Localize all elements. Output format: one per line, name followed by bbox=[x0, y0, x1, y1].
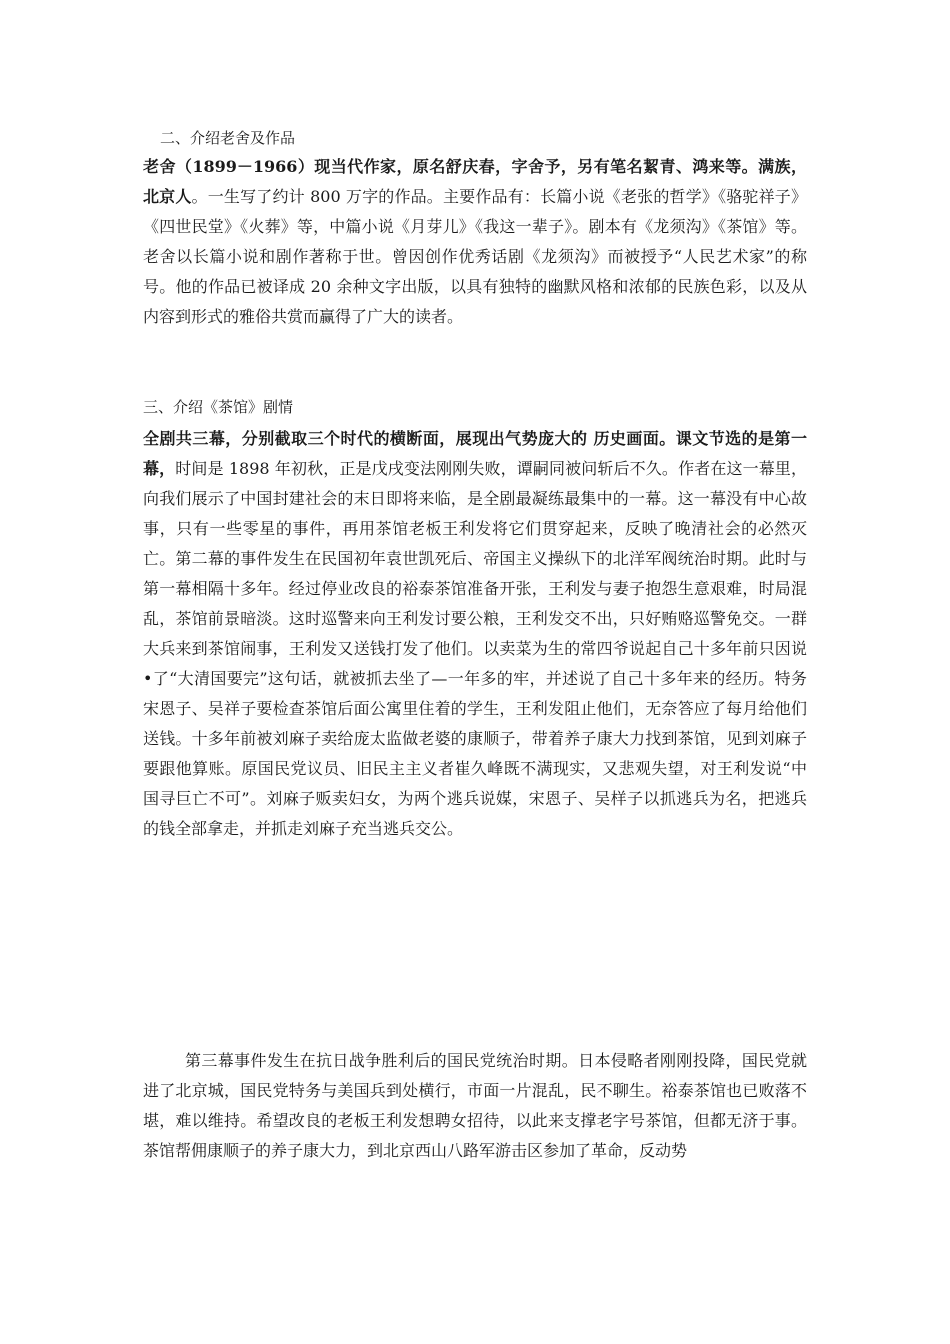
author-body: 。一生写了约计 800 万字的作品。主要作品有：长篇小说《老张的哲学》《骆驼祥子》《四世民堂》《火葬》等，中篇小说《月芽儿》《我这一辈子》。剧本有《龙须沟》《茶馆》等。老舍以长篇小说和剧作著称于世。曾因创作优秀话剧《龙须沟》而被授予“人民艺术家”的称号。他的作品已被译成 20 余种文字出版，以具有独特的幽默风格和浓郁的民族色彩，以及从内容到形式的雅俗共赏而赢得了广大的读者。 bbox=[143, 187, 807, 326]
plot-lead-bold: 全剧共三幕，分别截取三个时代的横断面，展现出气势庞大的 历史画面。课文节选的是第一幕， bbox=[143, 429, 807, 478]
act3-paragraph: 第三幕事件发生在抗日战争胜利后的国民党统治时期。日本侵略者刚刚投降，国民党就进了北京城，国民党特务与美国兵到处横行，市面一片混乱，民不聊生。裕泰茶馆也已败落不堪，难以维持。希望改良的老板王利发想聘女招待，以此来支撑老字号茶馆，但都无济于事。茶馆帮佣康顺子的养子康大力，到北京西山八路军游击区参加了革命，反动势 bbox=[143, 1051, 807, 1160]
plot-paragraph bbox=[143, 424, 807, 844]
plot-body: 时间是 1898 年初秋，正是戊戌变法刚刚失败，谭嗣同被问斩后不久。作者在这一幕里，向我们展示了中国封建社会的末日即将来临，是全剧最凝练最集中的一幕。这一幕没有中心故事，只有一些零星的事件，再用茶馆老板王利发将它们贯穿起来，反映了晚清社会的必然灭亡。第二幕的事件发生在民国初年袁世凯死后、帝国主义操纵下的北洋军阀统治时期。此时与第一幕相隔十多年。经过停业改良的裕泰茶馆准备开张，王利发与妻子抱怨生意艰难，时局混乱，茶馆前景暗淡。这时巡警来向王利发讨要公粮，王利发交不出，只好贿赂巡警免交。一群大兵来到茶馆闹事，王利发又送钱打发了他们。以卖菜为生的常四爷说起自己十多年前只因说•了“大清国要完”这句话，就被抓去坐了—一年多的牢，并述说了自己十多年来的经历。特务宋恩子、吴祥子要检查茶馆后面公寓里住着的学生，王利发阻止他们，无奈答应了每月给他们送钱。十多年前被刘麻子卖给庞太监做老婆的康顺子，带着养子康大力找到茶馆，见到刘麻子要跟他算账。原国民党议员、旧民主主义者崔久峰既不满现实，又悲观失望，对王利发说“中国寻巨亡不可”。刘麻子贩卖妇女，为两个逃兵说媒，宋恩子、吴样子以抓逃兵为名，把逃兵的钱全部拿走，并抓走刘麻子充当逃兵交公。 bbox=[143, 459, 807, 838]
author-lead-bold: 老舍（1899－1966）现当代作家，原名舒庆春，字舍予，另有笔名絜青、鸿来等。满族，北京人 bbox=[143, 157, 807, 206]
author-paragraph bbox=[143, 152, 807, 332]
section-heading-author: 二、介绍老舍及作品 bbox=[160, 129, 296, 147]
section-heading-plot: 三、介绍《茶馆》剧情 bbox=[143, 398, 294, 416]
